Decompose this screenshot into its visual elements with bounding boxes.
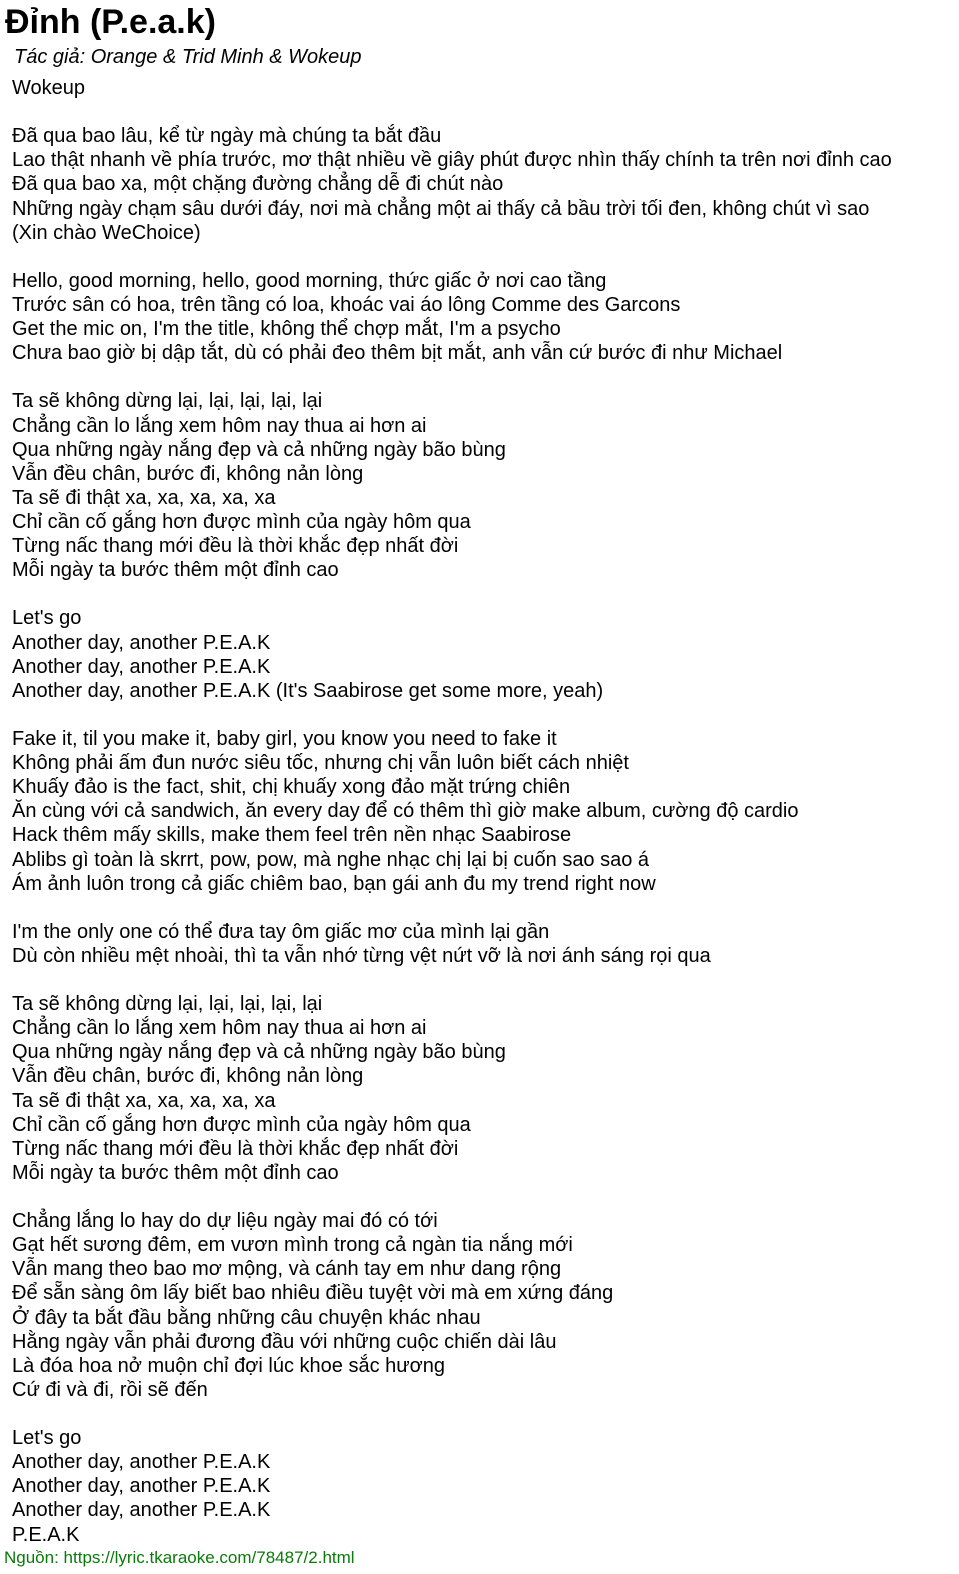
- lyric-line: Ta sẽ đi thật xa, xa, xa, xa, xa: [12, 1089, 276, 1112]
- lyric-line: Chỉ cần cố gắng hơn được mình của ngày hôm qua: [12, 510, 471, 533]
- lyric-line: Từng nấc thang mới đều là thời khắc đẹp nhất đời: [12, 535, 459, 558]
- lyric-line: Ám ảnh luôn trong cả giấc chiêm bao, bạn gái anh đu my trend right now: [12, 872, 656, 895]
- lyric-line: (Xin chào WeChoice): [12, 221, 201, 244]
- lyric-line: Another day, another P.E.A.K: [12, 655, 271, 678]
- lyric-line: Mỗi ngày ta bước thêm một đỉnh cao: [12, 559, 339, 582]
- lyric-line: Hằng ngày vẫn phải đương đầu với những cuộc chiến dài lâu: [12, 1330, 557, 1353]
- lyric-line: Let's go: [12, 607, 82, 630]
- lyric-line: [12, 1402, 952, 1426]
- lyric-line: Hack thêm mấy skills, make them feel trên nền nhạc Saabirose: [12, 824, 572, 847]
- lyric-line: Trước sân có hoa, trên tầng có loa, khoác vai áo lông Comme des Garcons: [12, 293, 681, 316]
- lyric-line: Cứ đi và đi, rồi sẽ đến: [12, 1378, 208, 1401]
- lyric-line: Another day, another P.E.A.K (It's Saabirose get some more, yeah): [12, 679, 604, 702]
- lyric-line: P.E.A.K: [12, 1523, 80, 1546]
- lyric-line: Vẫn đều chân, bước đi, không nản lòng: [12, 1065, 364, 1088]
- lyric-line: [12, 703, 952, 727]
- lyric-line: Chưa bao giờ bị dập tắt, dù có phải đeo thêm bịt mắt, anh vẫn cứ bước đi như Michael: [12, 342, 783, 365]
- lyric-line: [12, 365, 952, 389]
- lyric-line: Dù còn nhiều mệt nhoài, thì ta vẫn nhớ từng vệt nứt vỡ là nơi ánh sáng rọi qua: [12, 944, 711, 967]
- lyric-line: Để sẵn sàng ôm lấy biết bao nhiêu điều tuyệt vời mà em xứng đáng: [12, 1282, 614, 1305]
- lyric-line: [12, 100, 952, 124]
- lyric-line: Ta sẽ không dừng lại, lại, lại, lại, lại: [12, 390, 323, 413]
- lyric-line: Ta sẽ đi thật xa, xa, xa, xa, xa: [12, 486, 276, 509]
- lyric-line: Wokeup: [12, 77, 86, 99]
- lyric-line: Vẫn mang theo bao mơ mộng, và cánh tay em như dang rộng: [12, 1258, 562, 1281]
- lyric-line: Lao thật nhanh về phía trước, mơ thật nhiều về giây phút được nhìn thấy chính ta trên nơi đỉnh cao: [12, 149, 892, 172]
- lyric-line: Fake it, til you make it, baby girl, you know you need to fake it: [12, 727, 557, 750]
- lyric-line: Hello, good morning, hello, good morning, thức giấc ở nơi cao tầng: [12, 269, 607, 292]
- lyric-line: Chẳng cần lo lắng xem hôm nay thua ai hơn ai: [12, 414, 427, 437]
- lyric-line: [12, 582, 952, 606]
- lyric-line: Đã qua bao xa, một chặng đường chẳng dễ đi chút nào: [12, 173, 504, 196]
- lyric-line: [12, 1185, 952, 1209]
- lyric-line: Ở đây ta bắt đầu bằng những câu chuyện khác nhau: [12, 1306, 481, 1329]
- lyric-line: Những ngày chạm sâu dưới đáy, nơi mà chẳng một ai thấy cả bầu trời tối đen, không chút vì sao: [12, 197, 870, 220]
- lyric-line: [12, 245, 952, 269]
- song-title: Đỉnh (P.e.a.k): [5, 3, 216, 41]
- source-credit: Nguồn: https://lyric.tkaraoke.com/78487/2.html: [4, 1548, 355, 1567]
- lyric-line: [12, 968, 952, 992]
- lyrics-body: [12, 76, 952, 1547]
- lyric-line: I'm the only one có thể đưa tay ôm giấc mơ của mình lại gần: [12, 920, 550, 943]
- song-author: Tác giả: Orange & Trid Minh & Wokeup: [14, 46, 362, 68]
- lyric-line: [12, 896, 952, 920]
- lyric-line: Another day, another P.E.A.K: [12, 1451, 271, 1474]
- lyric-line: Khuấy đảo is the fact, shit, chị khuấy xong đảo mặt trứng chiên: [12, 776, 571, 799]
- lyric-line: Từng nấc thang mới đều là thời khắc đẹp nhất đời: [12, 1137, 459, 1160]
- lyric-line: Another day, another P.E.A.K: [12, 631, 271, 654]
- lyric-line: Qua những ngày nắng đẹp và cả những ngày bão bùng: [12, 1041, 506, 1064]
- lyric-line: Gạt hết sương đêm, em vươn mình trong cả ngàn tia nắng mới: [12, 1234, 573, 1257]
- lyric-line: Vẫn đều chân, bước đi, không nản lòng: [12, 462, 364, 485]
- lyric-line: Mỗi ngày ta bước thêm một đỉnh cao: [12, 1161, 339, 1184]
- lyric-line: Là đóa hoa nở muộn chỉ đợi lúc khoe sắc hương: [12, 1354, 445, 1377]
- lyric-line: Ăn cùng với cả sandwich, ăn every day để có thêm thì giờ make album, cường độ cardio: [12, 800, 799, 823]
- lyric-line: Another day, another P.E.A.K: [12, 1499, 271, 1522]
- lyric-line: Chỉ cần cố gắng hơn được mình của ngày hôm qua: [12, 1113, 471, 1136]
- lyric-line: Ablibs gì toàn là skrrt, pow, pow, mà nghe nhạc chị lại bị cuốn sao sao á: [12, 848, 650, 871]
- lyric-line: Get the mic on, I'm the title, không thể chợp mắt, I'm a psycho: [12, 318, 561, 341]
- lyric-line: Let's go: [12, 1427, 82, 1450]
- lyric-line: Another day, another P.E.A.K: [12, 1475, 271, 1498]
- lyric-line: Ta sẽ không dừng lại, lại, lại, lại, lại: [12, 993, 323, 1016]
- lyric-line: Chẳng lắng lo hay do dự liệu ngày mai đó có tới: [12, 1210, 438, 1233]
- lyric-line: Chẳng cần lo lắng xem hôm nay thua ai hơn ai: [12, 1017, 427, 1040]
- lyric-line: Đã qua bao lâu, kể từ ngày mà chúng ta bắt đầu: [12, 125, 442, 148]
- lyric-line: Không phải ấm đun nước siêu tốc, nhưng chị vẫn luôn biết cách nhiệt: [12, 752, 629, 775]
- lyric-line: Qua những ngày nắng đẹp và cả những ngày bão bùng: [12, 438, 506, 461]
